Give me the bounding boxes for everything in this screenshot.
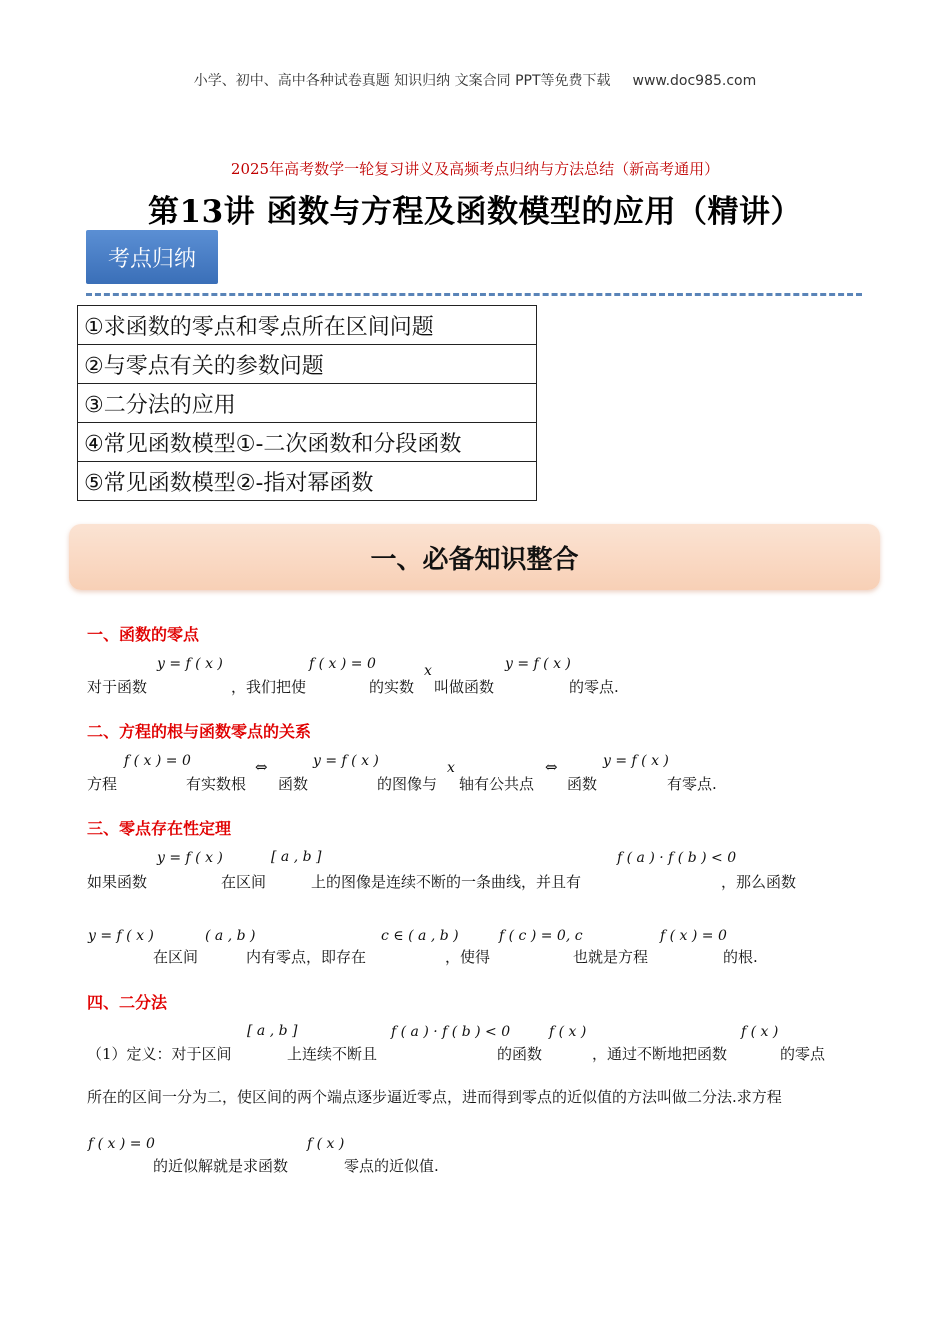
text: 的零点 [780,1045,826,1063]
heading-zero-point: 一、函数的零点 [87,625,200,644]
formula: f ( x ) = 0 [88,1136,155,1152]
text: 的零点. [569,678,619,696]
text: ，通过不断地把函数 [592,1045,728,1063]
formula: c ∈ ( a , b ) [381,928,459,944]
formula: f ( a ) · f ( b ) < 0 [391,1024,511,1040]
topic-item: ②与零点有关的参数问题 [78,345,537,384]
formula: f ( c ) = 0, c [499,928,583,944]
formula: f ( a ) · f ( b ) < 0 [617,850,737,866]
text: ，使得 [445,948,491,966]
text: 函数 [567,775,598,793]
document-title: 第13讲 函数与方程及函数模型的应用（精讲） [148,194,802,230]
formula: f ( x ) [741,1024,779,1040]
text: 内有零点，即存在 [246,948,367,966]
text: 如果函数 [87,873,148,891]
text: （1）定义：对于区间 [87,1045,232,1063]
text: 的实数 [369,678,415,696]
heading-existence-theorem: 三、零点存在性定理 [87,819,232,838]
text: ，我们把使 [231,678,307,696]
text: 函数 [278,775,309,793]
topics-table [77,305,537,501]
header-text: 小学、初中、高中各种试卷真题 知识归纳 文案合同 PPT等免费下载 [193,73,611,89]
topic-row [78,462,537,501]
topic-row [78,423,537,462]
section-banner: 一、必备知识整合 [69,524,880,590]
topic-item: ⑤常见函数模型②-指对幂函数 [78,462,537,501]
heading-root-relation: 二、方程的根与函数零点的关系 [87,722,312,741]
equivalence-arrow: ⇔ [545,758,558,776]
text: 所在的区间一分为二，使区间的两个端点逐步逼近零点，进而得到零点的近似值的方法叫做二分法.求方程 [87,1088,782,1106]
formula: y = f ( x ) [313,753,379,769]
text: 的根. [723,948,758,966]
section-badge: 考点归纳 [86,230,218,284]
formula: f ( x ) = 0 [660,928,727,944]
text: ，那么函数 [721,873,797,891]
topic-row [78,384,537,423]
formula: x [447,760,455,776]
text: 叫做函数 [434,678,495,696]
header-site: www.doc985.com [632,73,757,89]
equivalence-arrow: ⇔ [255,758,268,776]
topic-item: ③二分法的应用 [78,384,537,423]
text: 有实数根 [186,775,247,793]
text: 轴有公共点 [459,775,535,793]
text: 也就是方程 [573,948,649,966]
text: 有零点. [667,775,717,793]
formula: f ( x ) [549,1024,587,1040]
text: 的图像与 [377,775,438,793]
page-header [0,70,950,90]
heading-bisection: 四、二分法 [87,993,168,1012]
text: 零点的近似值. [344,1157,439,1175]
formula: y = f ( x ) [88,928,154,944]
text: 上的图像是连续不断的一条曲线，并且有 [311,873,582,891]
topic-row [78,345,537,384]
document-subtitle: 2025年高考数学一轮复习讲义及高频考点归纳与方法总结（新高考通用） [230,160,720,178]
formula: y = f ( x ) [505,656,571,672]
text: 在区间 [153,948,199,966]
formula: [ a , b ] [247,1023,298,1039]
topic-item: ①求函数的零点和零点所在区间问题 [78,306,537,345]
topic-row [78,306,537,345]
formula: ( a , b ) [205,928,256,944]
text: 的近似解就是求函数 [153,1157,289,1175]
formula: f ( x ) [307,1136,345,1152]
formula: y = f ( x ) [157,656,223,672]
text: 对于函数 [87,678,148,696]
formula: f ( x ) = 0 [309,656,376,672]
formula: y = f ( x ) [157,850,223,866]
text: 的函数 [497,1045,543,1063]
formula: x [424,663,432,679]
formula: y = f ( x ) [603,753,669,769]
text: 方程 [87,775,118,793]
formula: f ( x ) = 0 [124,753,191,769]
text: 在区间 [221,873,267,891]
formula: [ a , b ] [271,849,322,865]
dashed-divider [86,293,862,296]
text: 上连续不断且 [287,1045,378,1063]
topic-item: ④常见函数模型①-二次函数和分段函数 [78,423,537,462]
